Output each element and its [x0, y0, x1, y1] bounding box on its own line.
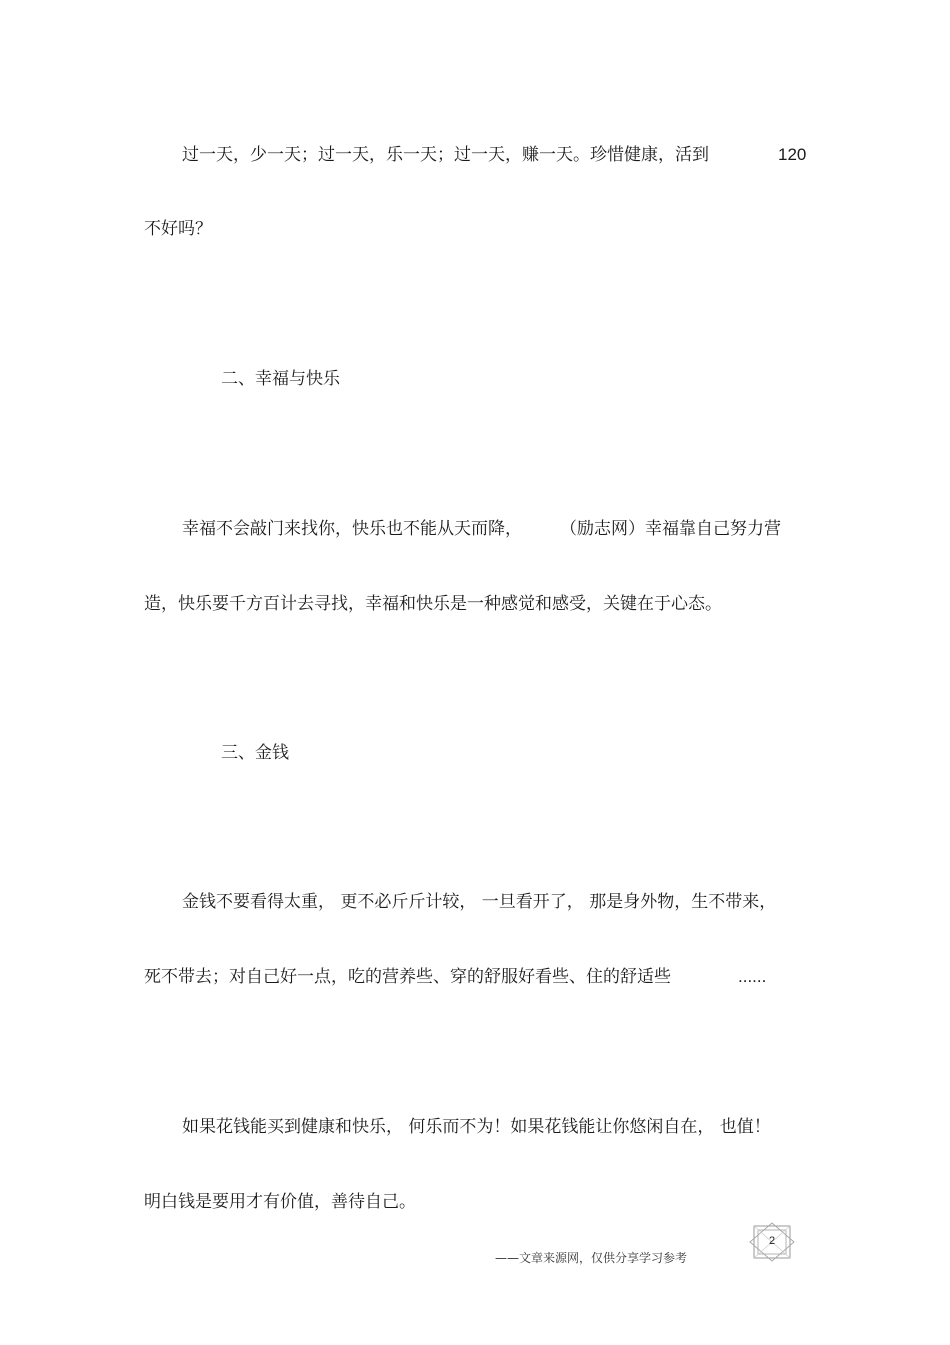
- paragraph-4-line-1: 如果花钱能买到健康和快乐， 何乐而不为！如果花钱能让你悠闲自在， 也值！: [182, 1117, 771, 1137]
- paragraph-1-line-2: 不好吗？: [144, 219, 212, 239]
- paragraph-4-line-2: 明白钱是要用才有价值，善待自己。: [144, 1192, 416, 1212]
- section-heading-3: 三、金钱: [221, 743, 289, 763]
- paragraph-2-line-2: 造，快乐要千方百计去寻找，幸福和快乐是一种感觉和感受，关键在于心态。: [144, 594, 722, 614]
- page-number: 2: [768, 1235, 776, 1247]
- paragraph-3-line-2a: 死不带去；对自己好一点，吃的营养些、穿的舒服好看些、住的舒适些: [144, 967, 671, 987]
- paragraph-3-ellipsis: ......: [738, 967, 767, 986]
- page-number-badge: [748, 1222, 796, 1262]
- paragraph-2-line-1a: 幸福不会敲门来找你，快乐也不能从天而降，: [182, 519, 522, 539]
- paragraph-1-number: 120: [778, 145, 807, 164]
- paragraph-3-line-1: 金钱不要看得太重， 更不必斤斤计较， 一旦看开了， 那是身外物，生不带来，: [182, 892, 777, 912]
- footer-source-note: ——文章来源网，仅供分享学习参考: [495, 1251, 688, 1265]
- paragraph-2-line-1b: （励志网）幸福靠自己努力营: [560, 519, 781, 539]
- section-heading-2: 二、幸福与快乐: [221, 369, 340, 389]
- paragraph-1-line-1: 过一天，少一天；过一天，乐一天；过一天，赚一天。珍惜健康，活到: [182, 145, 709, 165]
